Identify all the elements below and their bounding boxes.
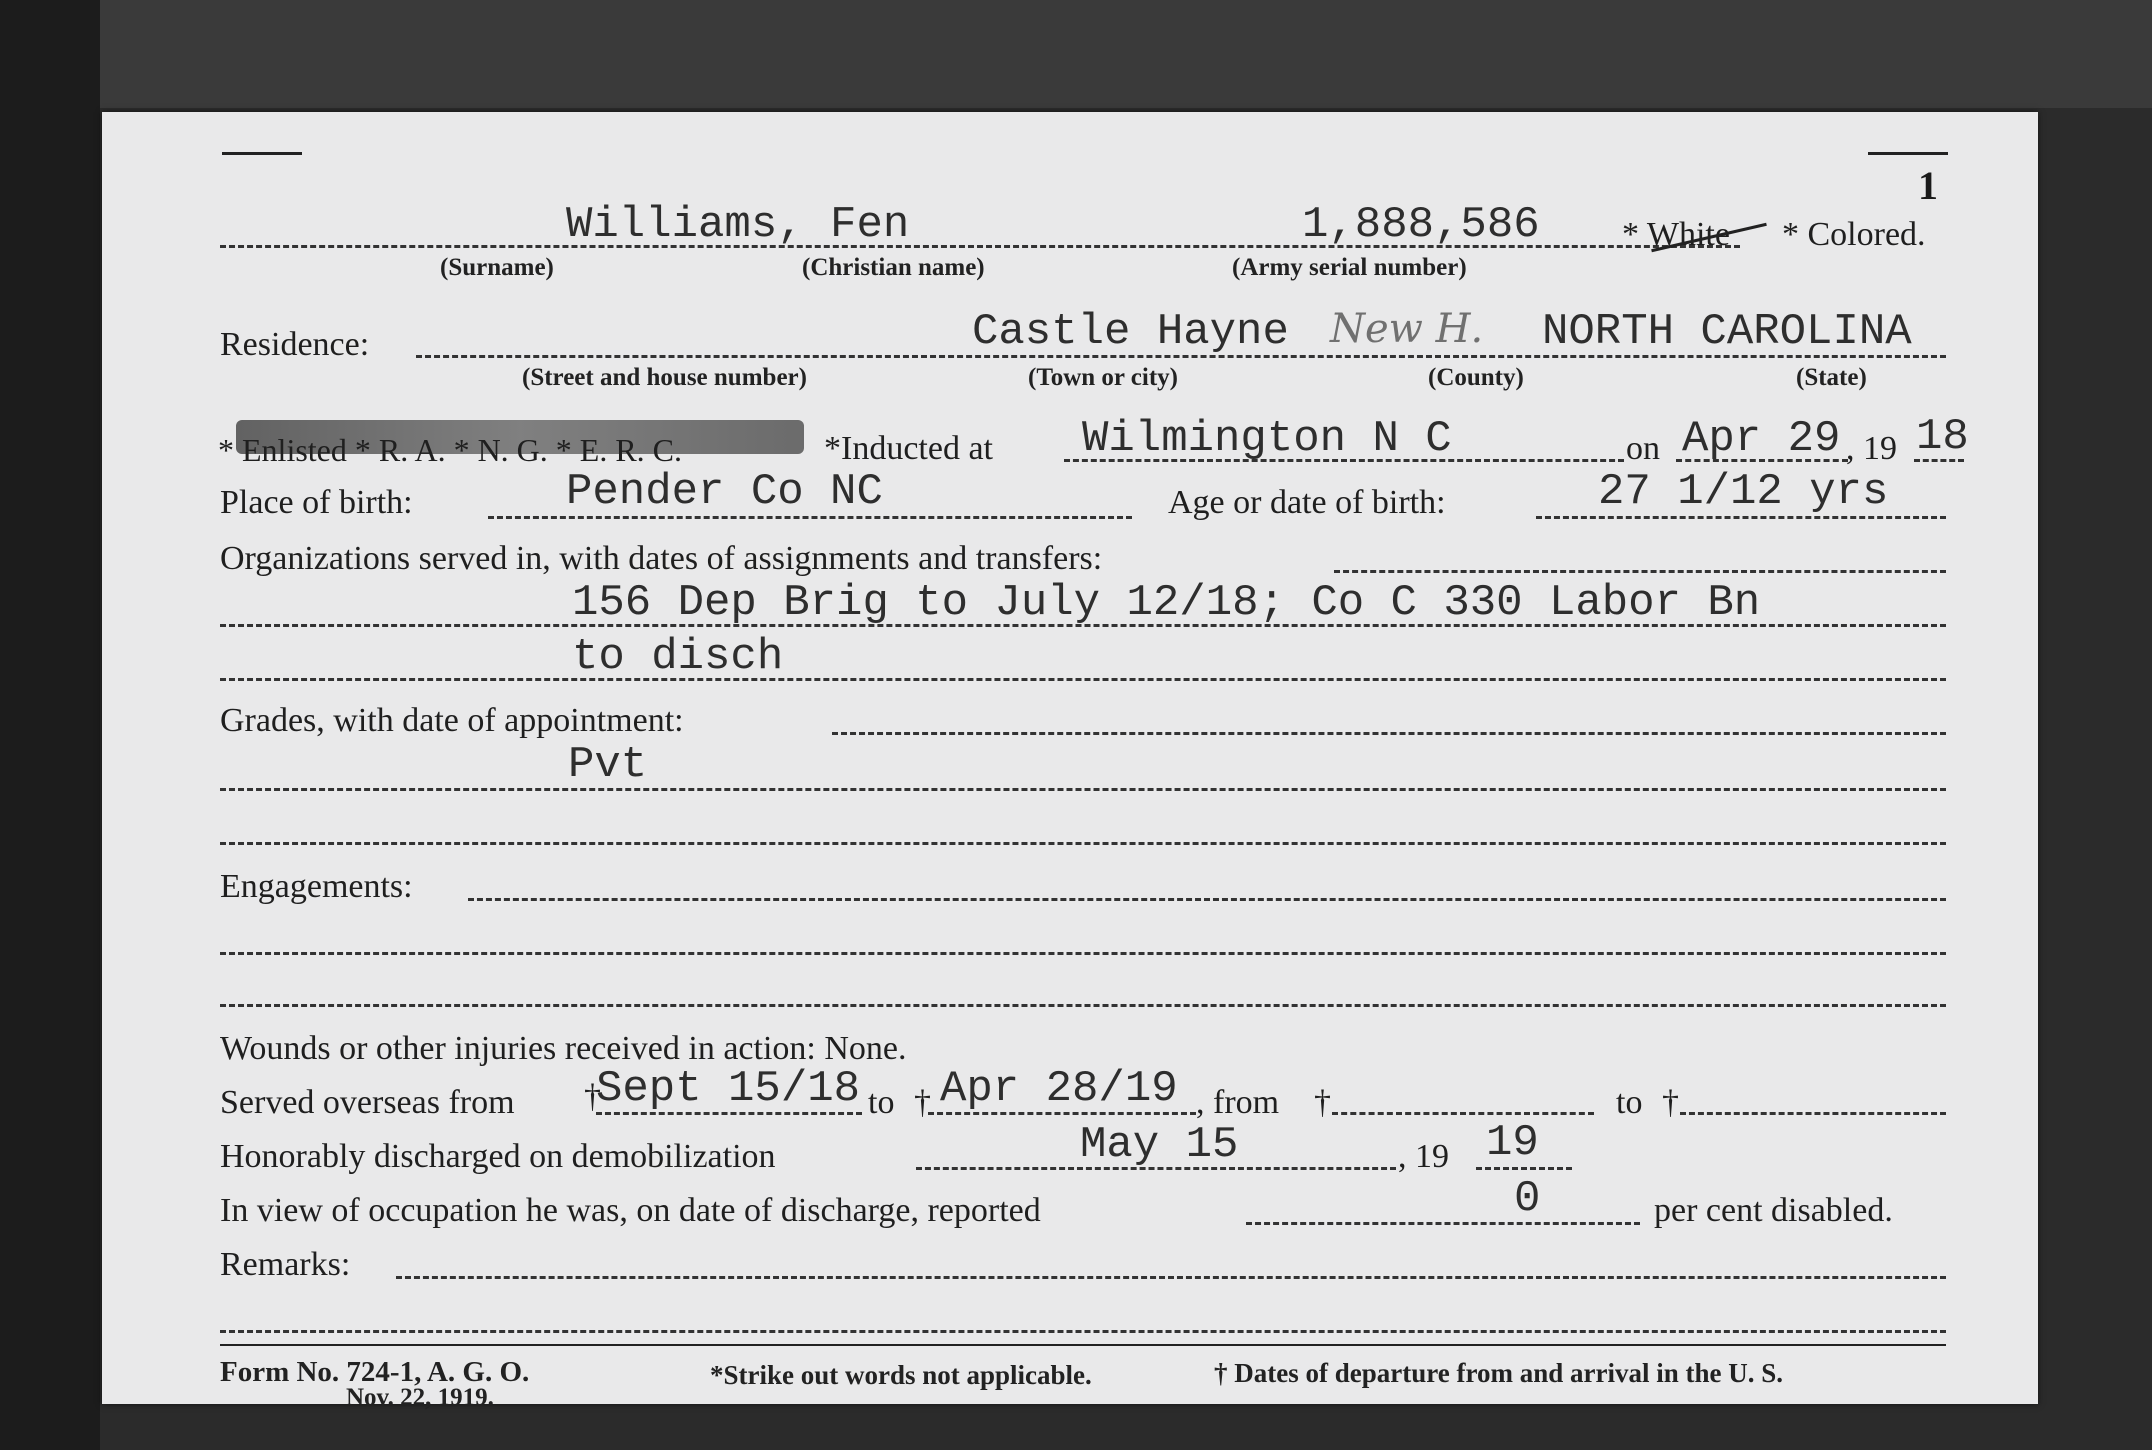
grades-line-1	[832, 732, 1946, 735]
disability-line	[1246, 1222, 1640, 1225]
discharge-label: Honorably discharged on demobilization	[220, 1138, 776, 1175]
discharge-year-prefix: , 19	[1398, 1138, 1449, 1175]
residence-county-handwritten: New H.	[1330, 306, 1484, 352]
place-of-birth-line	[488, 516, 1132, 519]
overseas-to-value: Apr 28/19	[940, 1064, 1178, 1114]
footnote-strike: *Strike out words not applicable.	[710, 1360, 1092, 1390]
residence-town: Castle Hayne	[972, 307, 1289, 357]
caption-street: (Street and house number)	[522, 364, 807, 391]
disability-label: In view of occupation he was, on date of discharge, reported	[220, 1192, 1041, 1229]
inducted-place: Wilmington N C	[1082, 414, 1452, 464]
residence-state: NORTH CAROLINA	[1542, 307, 1912, 357]
caption-surname: (Surname)	[440, 254, 554, 281]
age-value: 27 1/12 yrs	[1598, 467, 1889, 517]
name-line	[220, 245, 1740, 248]
engagements-label: Engagements:	[220, 868, 413, 905]
induction-year-line	[1914, 459, 1964, 462]
induction-year-prefix: , 19	[1846, 430, 1897, 467]
engagements-line-1	[468, 898, 1946, 901]
engagements-line-3	[220, 1004, 1946, 1007]
footer-rule	[220, 1344, 1946, 1346]
overseas-from-line	[596, 1112, 862, 1115]
discharge-year: 19	[1486, 1118, 1539, 1168]
surname-and-name: Williams, Fen	[566, 200, 910, 250]
inducted-label: *Inducted at	[824, 430, 993, 467]
residence-line	[416, 355, 1946, 358]
form-number: Form No. 724-1, A. G. O.	[220, 1356, 530, 1388]
organizations-label: Organizations served in, with dates of assignments and transfers:	[220, 540, 1103, 577]
caption-county: (County)	[1428, 364, 1524, 391]
overseas-dagger-3: †	[1314, 1084, 1331, 1121]
form-date: Nov. 22, 1919.	[346, 1384, 494, 1411]
place-of-birth-label: Place of birth:	[220, 484, 413, 521]
overseas-dagger-2: †	[914, 1084, 931, 1121]
overseas-to2-label: to	[1616, 1084, 1643, 1121]
organizations-value-line-2: to disch	[572, 632, 784, 682]
age-line	[1536, 516, 1946, 519]
wounds-label: Wounds or other injuries received in action: None.	[220, 1030, 907, 1067]
record-card	[102, 112, 2038, 1411]
caption-state: (State)	[1796, 364, 1867, 391]
grades-label: Grades, with date of appointment:	[220, 702, 684, 739]
caption-town: (Town or city)	[1028, 364, 1178, 391]
organizations-line-2	[220, 624, 1946, 627]
overseas-dagger-4: †	[1662, 1084, 1679, 1121]
remarks-line-2	[220, 1330, 1946, 1333]
enlisted-options-struck: * Enlisted * R. A. * N. G. * E. R. C.	[218, 432, 683, 468]
race-colored: * Colored.	[1782, 216, 1926, 253]
grades-value: Pvt	[568, 740, 648, 790]
top-right-rule	[1868, 152, 1948, 155]
engagements-line-2	[220, 952, 1946, 955]
grades-line-2	[220, 788, 1946, 791]
induction-date-line	[1676, 459, 1848, 462]
discharge-date: May 15	[1080, 1120, 1239, 1170]
race-white-struck: * White	[1622, 216, 1730, 253]
overseas-from-value: Sept 15/18	[596, 1064, 861, 1114]
overseas-dagger-1: †	[584, 1078, 601, 1115]
residence-label: Residence:	[220, 326, 370, 363]
disability-suffix: per cent disabled.	[1654, 1192, 1893, 1229]
background-top	[100, 0, 2152, 108]
organizations-line-1	[1334, 570, 1946, 573]
caption-christian-name: (Christian name)	[802, 254, 985, 281]
army-serial-number: 1,888,586	[1302, 200, 1540, 250]
discharge-year-line	[1476, 1167, 1572, 1170]
caption-army-serial: (Army serial number)	[1232, 254, 1467, 281]
overseas-label: Served overseas from	[220, 1084, 515, 1121]
top-left-rule	[222, 152, 302, 155]
on-label: on	[1626, 430, 1660, 467]
inducted-line	[1064, 459, 1624, 462]
discharge-date-line	[916, 1167, 1396, 1170]
overseas-from2-label: , from	[1196, 1084, 1280, 1121]
grades-line-3	[220, 842, 1946, 845]
place-of-birth-value: Pender Co NC	[566, 467, 883, 517]
overseas-to-label: to	[868, 1084, 895, 1121]
overseas-to-line	[928, 1112, 1196, 1115]
background-left	[0, 0, 100, 1450]
organizations-value-line-1: 156 Dep Brig to July 12/18; Co C 330 Labor Bn	[572, 578, 1761, 628]
organizations-line-3	[220, 678, 1946, 681]
overseas-to2-line	[1680, 1112, 1946, 1115]
age-label: Age or date of birth:	[1168, 484, 1446, 521]
overseas-from2-line	[1332, 1112, 1594, 1115]
remarks-line-1	[396, 1276, 1946, 1279]
card-number: 1	[1918, 163, 1938, 208]
disability-value: 0	[1514, 1174, 1541, 1224]
induction-date: Apr 29	[1682, 414, 1841, 464]
induction-year: 18	[1916, 412, 1969, 462]
footnote-dagger: † Dates of departure from and arrival in the U. S.	[1214, 1358, 1783, 1388]
remarks-label: Remarks:	[220, 1246, 351, 1283]
